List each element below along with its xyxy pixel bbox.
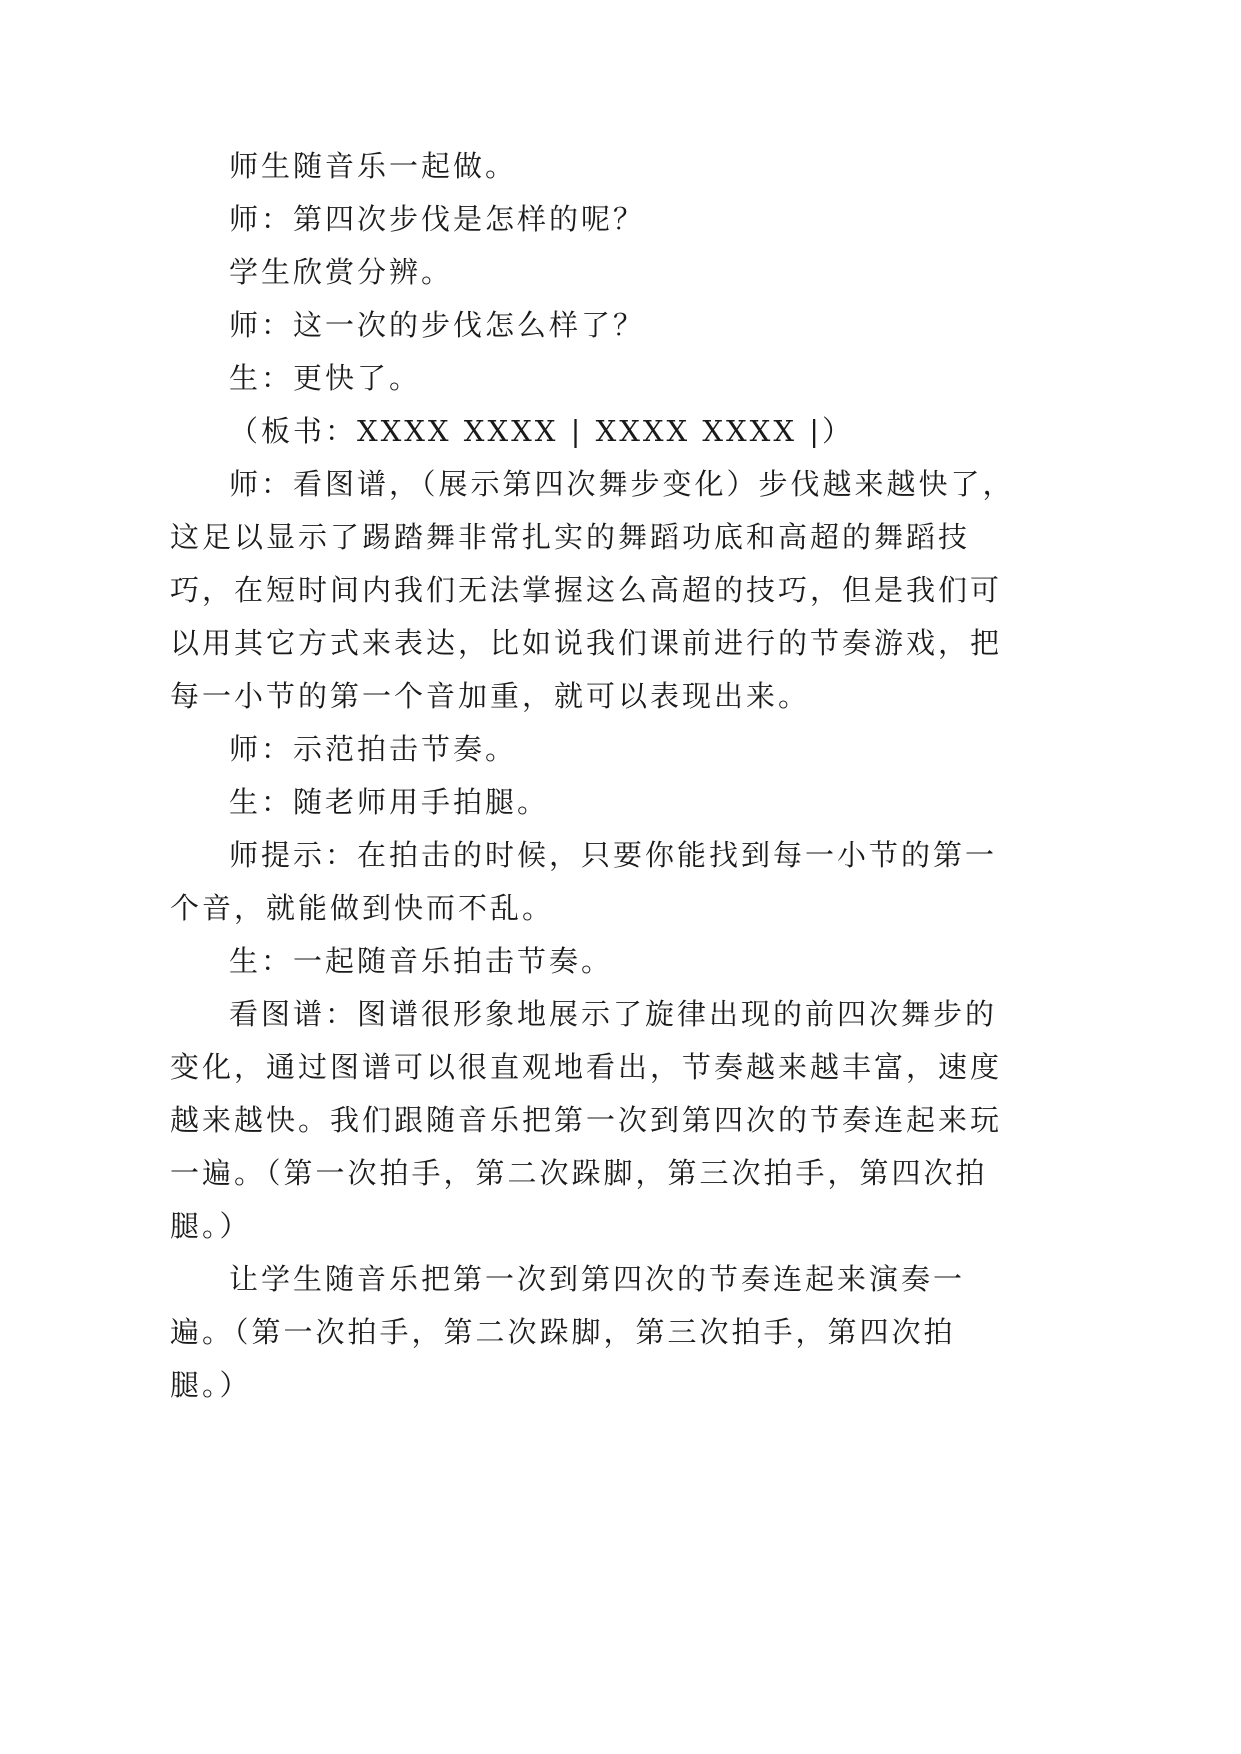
text-line: 腿。） (170, 1209, 252, 1243)
text-line: 师：这一次的步伐怎么样了？ (229, 308, 646, 342)
text-line: 师：第四次步伐是怎样的呢？ (229, 202, 646, 236)
text-line: 个音，就能做到快而不乱。 (170, 891, 555, 925)
text-line: 一遍。（第一次拍手，第二次跺脚，第三次拍手，第四次拍 (170, 1156, 988, 1190)
text-line: 师生随音乐一起做。 (229, 149, 518, 183)
text-line: 生：随老师用手拍腿。 (229, 785, 550, 819)
text-line: 遍。（第一次拍手，第二次跺脚，第三次拍手，第四次拍 (170, 1315, 956, 1349)
text-line: 师：看图谱，（展示第四次舞步变化）步伐越来越快了， (229, 467, 1015, 501)
text-line: 变化，通过图谱可以很直观地看出，节奏越来越丰富，速度 (170, 1050, 1003, 1084)
text-line: 这足以显示了踢踏舞非常扎实的舞蹈功底和高超的舞蹈技 (170, 520, 971, 554)
text-line: 学生欣赏分辨。 (229, 255, 454, 289)
text-line: 腿。） (170, 1368, 252, 1402)
text-line: 生：更快了。 (229, 361, 422, 395)
text-line: 让学生随音乐把第一次到第四次的节奏连起来演奏一 (229, 1262, 966, 1296)
text-line: 师提示：在拍击的时候，只要你能找到每一小节的第一 (229, 838, 998, 872)
text-line: 每一小节的第一个音加重，就可以表现出来。 (170, 679, 811, 713)
text-line: 师：示范拍击节奏。 (229, 732, 518, 766)
text-line: 巧，在短时间内我们无法掌握这么高超的技巧，但是我们可 (170, 573, 1003, 607)
text-line: 生：一起随音乐拍击节奏。 (229, 944, 614, 978)
text-line: （板书：XXXX XXXX | XXXX XXXX |） (229, 414, 854, 448)
text-line: 越来越快。我们跟随音乐把第一次到第四次的节奏连起来玩 (170, 1103, 1003, 1137)
text-line: 以用其它方式来表达，比如说我们课前进行的节奏游戏，把 (170, 626, 1003, 660)
text-line: 看图谱：图谱很形象地展示了旋律出现的前四次舞步的 (229, 997, 998, 1031)
